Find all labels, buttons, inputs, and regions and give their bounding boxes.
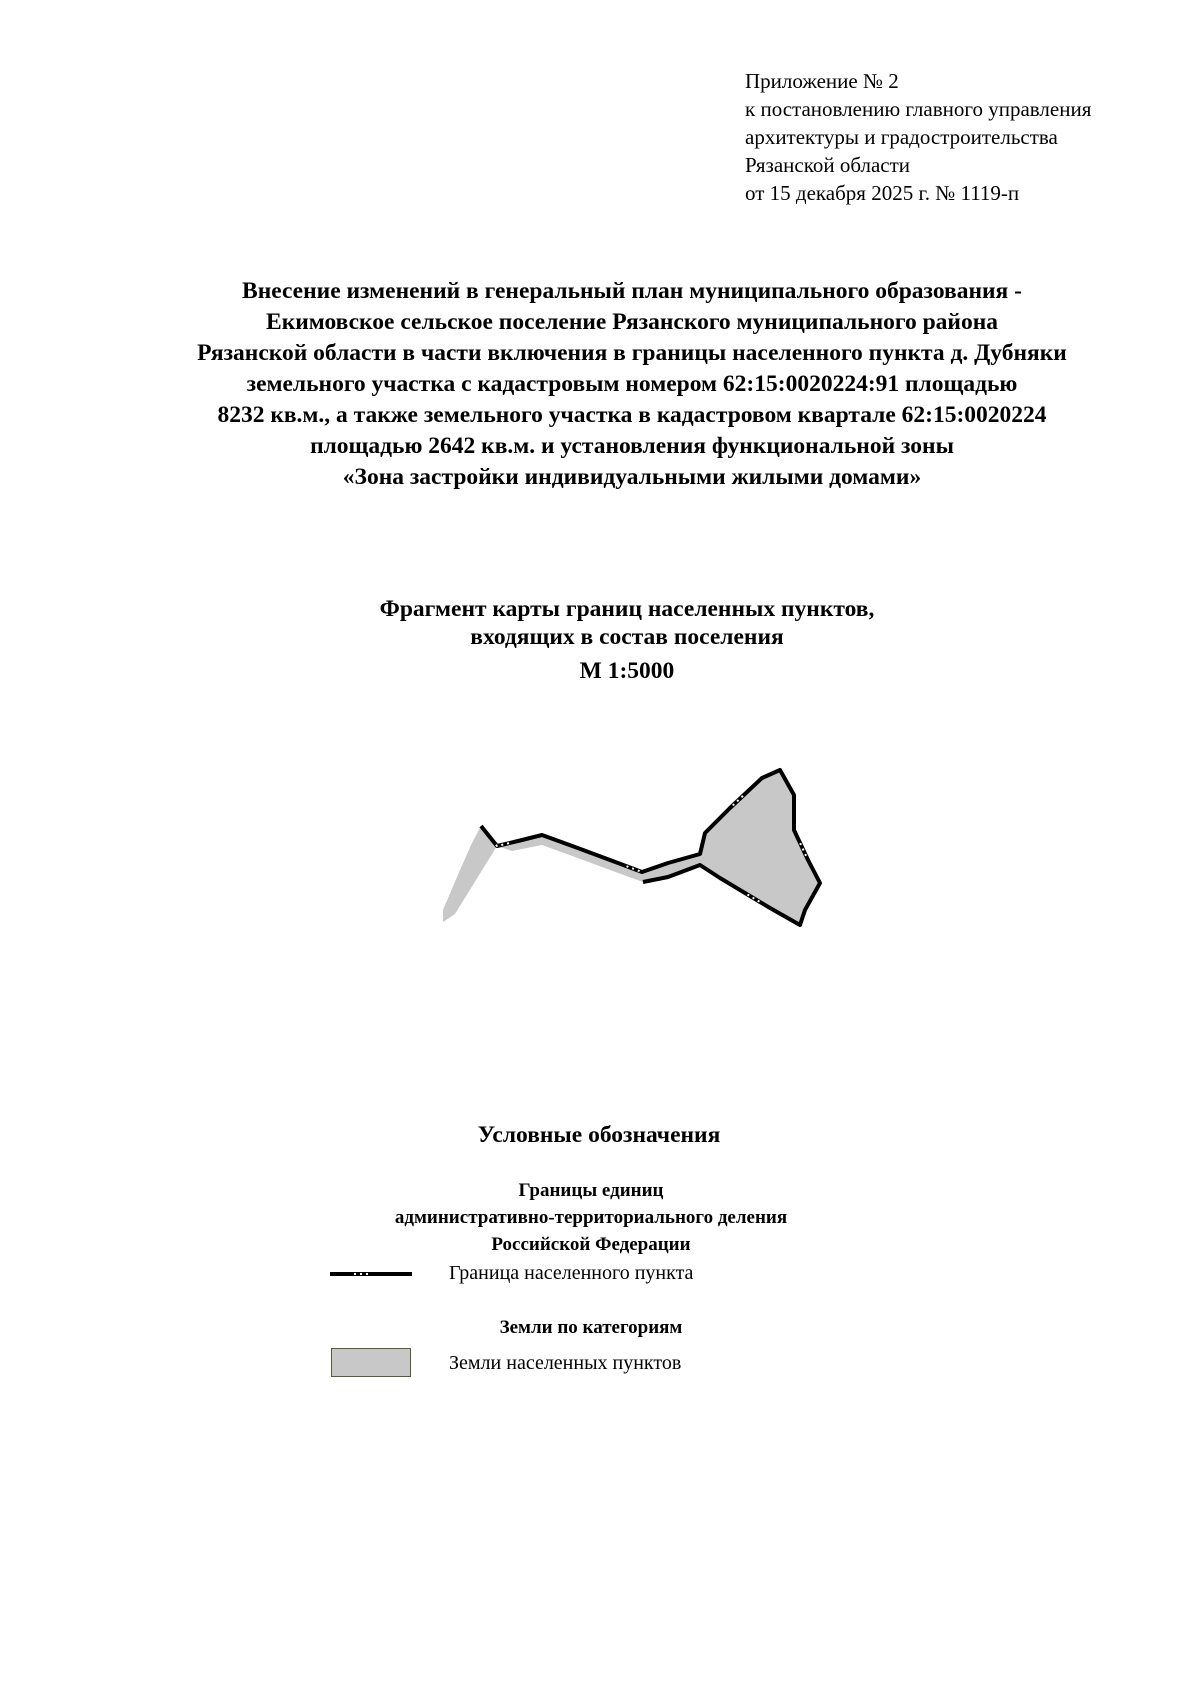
map-scale: М 1:5000: [579, 658, 675, 684]
title-line: площадью 2642 кв.м. и установления функциональной зоны: [310, 433, 954, 459]
legend-section-line: Российской Федерации: [491, 1234, 691, 1255]
appendix-line: к постановлению главного управления: [745, 97, 1092, 121]
appendix-line: Приложение № 2: [745, 69, 899, 93]
appendix-line: от 15 декабря 2025 г. № 1119-п: [745, 181, 1020, 205]
legend-boundary-label: Граница населенного пункта: [449, 1262, 694, 1284]
legend-section-heading: [0, 1177, 1182, 1258]
title-line: Екимовское сельское поселение Рязанского муниципального района: [266, 309, 998, 335]
title-line: земельного участка с кадастровым номером 62:15:0020224:91 площадью: [246, 371, 1018, 397]
legend-category-title: Земли по категориям: [499, 1317, 683, 1338]
legend-settlement-swatch: [331, 1348, 411, 1377]
legend-title: Условные обозначения: [477, 1122, 721, 1148]
appendix-line: архитектуры и градостроительства: [745, 125, 1058, 149]
map-title-line: входящих в состав поселения: [470, 624, 784, 650]
legend-section-line: административно-территориального деления: [394, 1207, 788, 1228]
legend-section-line: Границы единиц: [518, 1180, 664, 1201]
legend-settlement-label: Земли населенных пунктов: [449, 1352, 682, 1374]
appendix-line: Рязанской области: [745, 153, 911, 177]
title-line: Внесение изменений в генеральный план муниципального образования -: [242, 278, 1022, 304]
title-line: Рязанской области в части включения в границы населенного пункта д. Дубняки: [197, 340, 1067, 366]
settlement-area-west: [443, 826, 497, 922]
title-line: «Зона застройки индивидуальными жилыми домами»: [342, 464, 922, 490]
map-title-line: Фрагмент карты границ населенных пунктов,: [379, 596, 875, 622]
title-line: 8232 кв.м., а также земельного участка в кадастровом квартале 62:15:0020224: [217, 402, 1047, 428]
